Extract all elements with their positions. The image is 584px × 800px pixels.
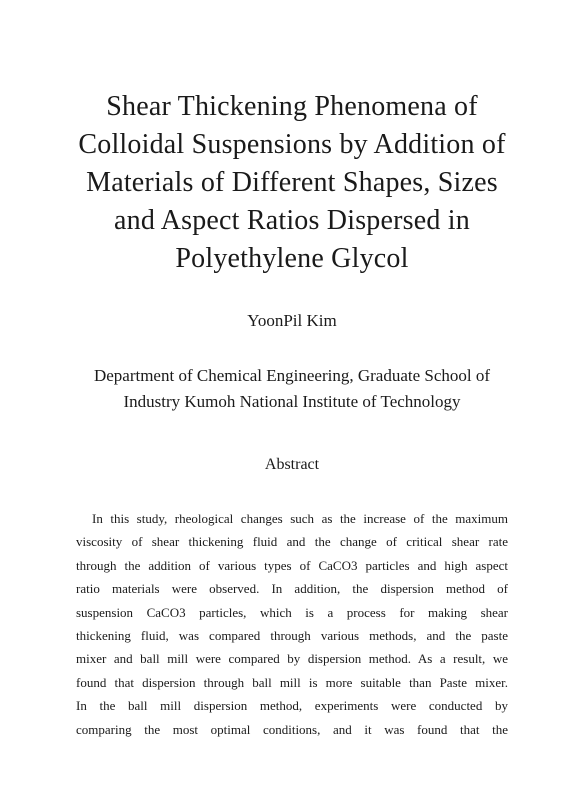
abstract-line: comparing the most optimal conditions, and it was found that the: [76, 721, 508, 737]
author-name: YoonPil Kim: [247, 311, 337, 330]
abstract-line: mixer and ball mill were compared by dispersion method. As a result, we: [76, 651, 508, 667]
abstract-line: ratio materials were observed. In addition, the dispersion method of: [76, 581, 508, 597]
abstract-line: thickening fluid, was compared through various methods, and the paste: [76, 628, 508, 644]
title-line: Materials of Different Shapes, Sizes: [86, 167, 498, 198]
title-line: Shear Thickening Phenomena of: [106, 91, 478, 122]
abstract-line: through the addition of various types of CaCO3 particles and high aspect: [76, 557, 508, 573]
author-affiliation: [30, 363, 554, 415]
abstract-heading: Abstract: [264, 456, 320, 473]
title-line: Polyethylene Glycol: [175, 243, 409, 274]
abstract-line: In this study, rheological changes such as the increase of the maximum: [92, 511, 508, 526]
title-line: Colloidal Suspensions by Addition of: [78, 129, 506, 160]
title-line: and Aspect Ratios Dispersed in: [114, 205, 470, 236]
abstract-line: suspension CaCO3 particles, which is a process for making shear: [76, 604, 508, 620]
paper-title: [40, 88, 544, 278]
affiliation-line: Department of Chemical Engineering, Graduate School of: [93, 366, 491, 385]
affiliation-line: Industry Kumoh National Institute of Technology: [123, 392, 461, 411]
abstract-line: In the ball mill dispersion method, experiments were conducted by: [76, 698, 508, 714]
abstract-line: found that dispersion through ball mill is more suitable than Paste mixer.: [76, 674, 508, 690]
abstract-line: viscosity of shear thickening fluid and the change of critical shear rate: [76, 534, 508, 550]
abstract-body: [76, 507, 508, 741]
